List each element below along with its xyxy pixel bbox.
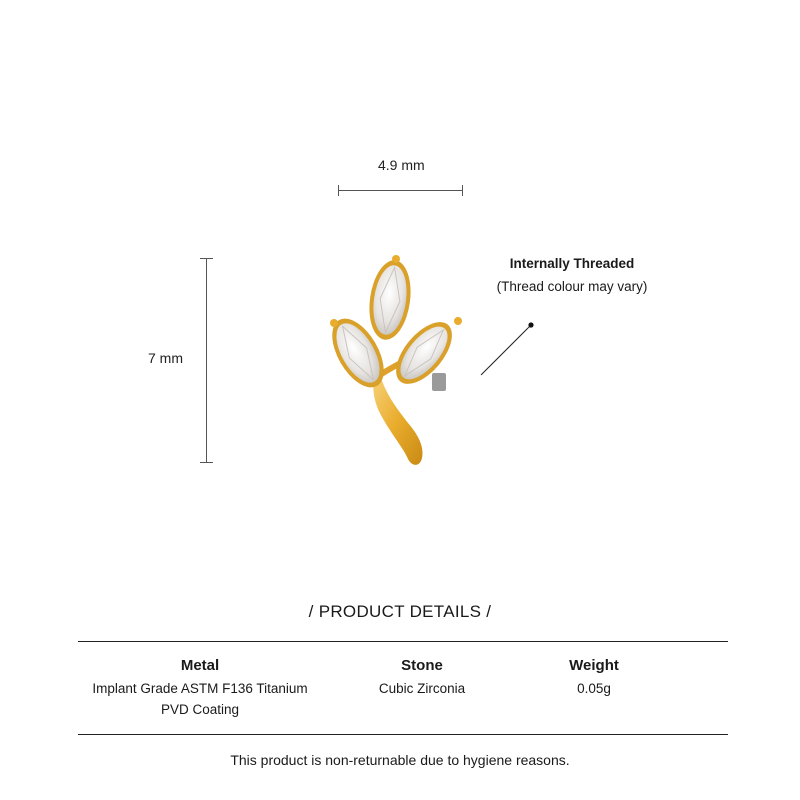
annotation-pointer bbox=[470, 315, 540, 385]
threaded-post bbox=[432, 373, 446, 391]
height-dimension-tick-bottom bbox=[200, 462, 213, 463]
metal-value bbox=[80, 678, 320, 720]
metal-label: Metal bbox=[180, 657, 220, 674]
metal-value-line-2: PVD Coating bbox=[160, 702, 240, 717]
weight-label: Weight bbox=[569, 657, 619, 674]
details-top-rule bbox=[78, 641, 728, 642]
width-dimension-tick-left bbox=[338, 185, 339, 196]
width-dimension-tick-right bbox=[462, 185, 463, 196]
metal-value-line-1: Implant Grade ASTM F136 Titanium bbox=[92, 681, 308, 696]
width-dimension-line bbox=[338, 190, 463, 191]
height-dimension-tick-top bbox=[200, 258, 213, 259]
details-column-stone bbox=[342, 657, 502, 699]
stem bbox=[373, 375, 422, 465]
details-column-metal bbox=[80, 657, 320, 720]
product-image bbox=[320, 245, 480, 475]
weight-value bbox=[534, 678, 654, 699]
top-stone bbox=[365, 258, 416, 343]
stone-label: Stone bbox=[401, 657, 443, 674]
annotation-subtitle: (Thread colour may vary) bbox=[496, 279, 648, 294]
width-dimension-label: 4.9 mm bbox=[378, 157, 425, 173]
details-column-weight bbox=[534, 657, 654, 699]
height-dimension-label: 7 mm bbox=[148, 350, 183, 366]
annotation-title: Internally Threaded bbox=[509, 256, 635, 271]
weight-value-line-1: 0.05g bbox=[577, 681, 611, 696]
details-bottom-rule bbox=[78, 734, 728, 735]
height-dimension-line bbox=[206, 258, 207, 462]
stone-value bbox=[342, 678, 502, 699]
details-heading: / PRODUCT DETAILS / bbox=[308, 602, 492, 621]
stone-value-line-1: Cubic Zirconia bbox=[378, 681, 466, 696]
returns-notice: This product is non-returnable due to hygiene reasons. bbox=[230, 752, 570, 768]
